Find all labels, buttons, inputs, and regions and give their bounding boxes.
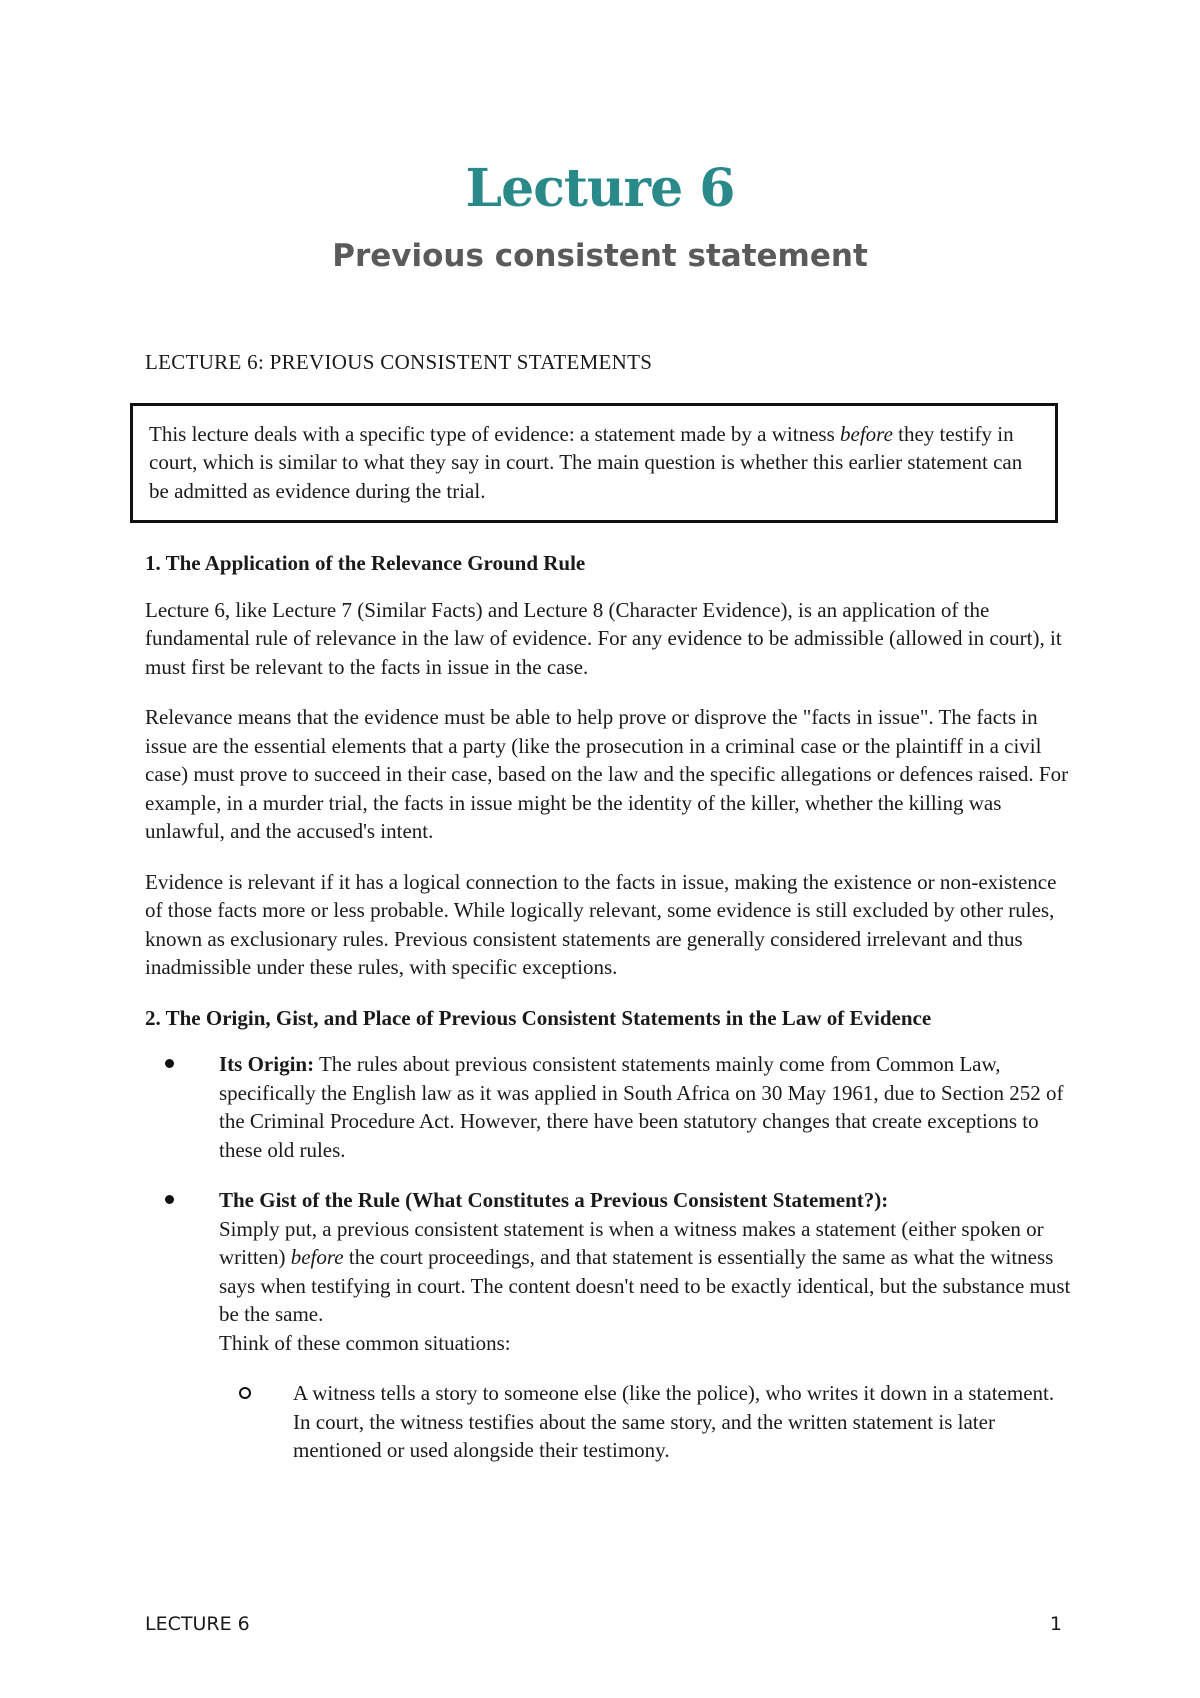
footer-label: LECTURE 6 [145,1613,250,1635]
list-item [145,1186,1075,1465]
sub-list-item [219,1379,1075,1465]
intro-emphasis: before [840,421,893,446]
bullet-text: Simply put, a previous consistent statement is when a witness makes a statement (either spoken or written) [219,1216,1044,1269]
bullet-emphasis: before [290,1245,344,1269]
bullet-text: the court proceedings, and that statement is essentially the same as what the witness says when testifying in court. The content doesn't need to be exactly identical, but the substance must be the same. [219,1245,1071,1326]
bullet-lead: Think of these common situations: [219,1330,511,1355]
lecture-heading: LECTURE 6: PREVIOUS CONSISTENT STATEMENTS [145,350,653,374]
section1-paragraph: Relevance means that the evidence must be able to help prove or disprove the "facts in issue". The facts in issue are the essential elements that a party (like the prosecution in a criminal case or the plaintiff in a civil case) must prove to succeed in their case, based on the law and the specific allegations or defences raised. For example, in a murder trial, the facts in issue might be the identity of the killer, whether the killing was unlawful, and the accused's intent. [145,705,1069,843]
bullet-label: The Gist of the Rule (What Constitutes a Previous Consistent Statement?): [219,1188,889,1212]
document-subtitle: Previous consistent statement [332,238,868,274]
intro-box [130,403,1058,524]
intro-text-part1: This lecture deals with a specific type of evidence: a statement made by a witness [149,421,841,446]
section2-bullet-list [145,1050,1075,1465]
sub-item-text: A witness tells a story to someone else (like the police), who writes it down in a statement. In court, the witness testifies about the same story, and the written statement is later mentioned or used alongside their testimony. [293,1381,1055,1462]
circle-bullet-icon [239,1387,251,1399]
bullet-icon [165,1059,174,1068]
document-title: Lecture 6 [465,158,735,219]
section1-paragraph: Evidence is relevant if it has a logical connection to the facts in issue, making the existence or non-existence of those facts more or less probable. While logically relevant, some evidence is still excluded by other rules, known as exclusionary rules. Previous consistent statements are generally considered irrelevant and thus inadmissible under these rules, with specific exceptions. [145,869,1057,979]
bullet-label: Its Origin: [219,1052,315,1076]
bullet-icon [165,1195,174,1204]
bullet-text: The rules about previous consistent statements mainly come from Common Law, specifically the English law as it was applied in South Africa on 30 May 1961, due to Section 252 of the Criminal Procedure Act. However, there have been statutory changes that create exceptions to these old rules. [219,1052,1064,1162]
sub-bullet-list [219,1379,1075,1465]
list-item [145,1050,1075,1164]
intro-text-part2: they testify in court, which is similar to what they say in court. The main question is whether this earlier statement can be admitted as evidence during the trial. [149,421,1023,503]
document-body [145,348,1075,1487]
page-number: 1 [1049,1613,1062,1635]
section2-heading: 2. The Origin, Gist, and Place of Previous Consistent Statements in the Law of Evidence [145,1005,932,1030]
section1-heading: 1. The Application of the Relevance Ground Rule [145,551,586,575]
section1-paragraph: Lecture 6, like Lecture 7 (Similar Facts) and Lecture 8 (Character Evidence), is an application of the fundamental rule of relevance in the law of evidence. For any evidence to be admissible (allowed in court), it must first be relevant to the facts in issue in the case. [145,597,1062,679]
